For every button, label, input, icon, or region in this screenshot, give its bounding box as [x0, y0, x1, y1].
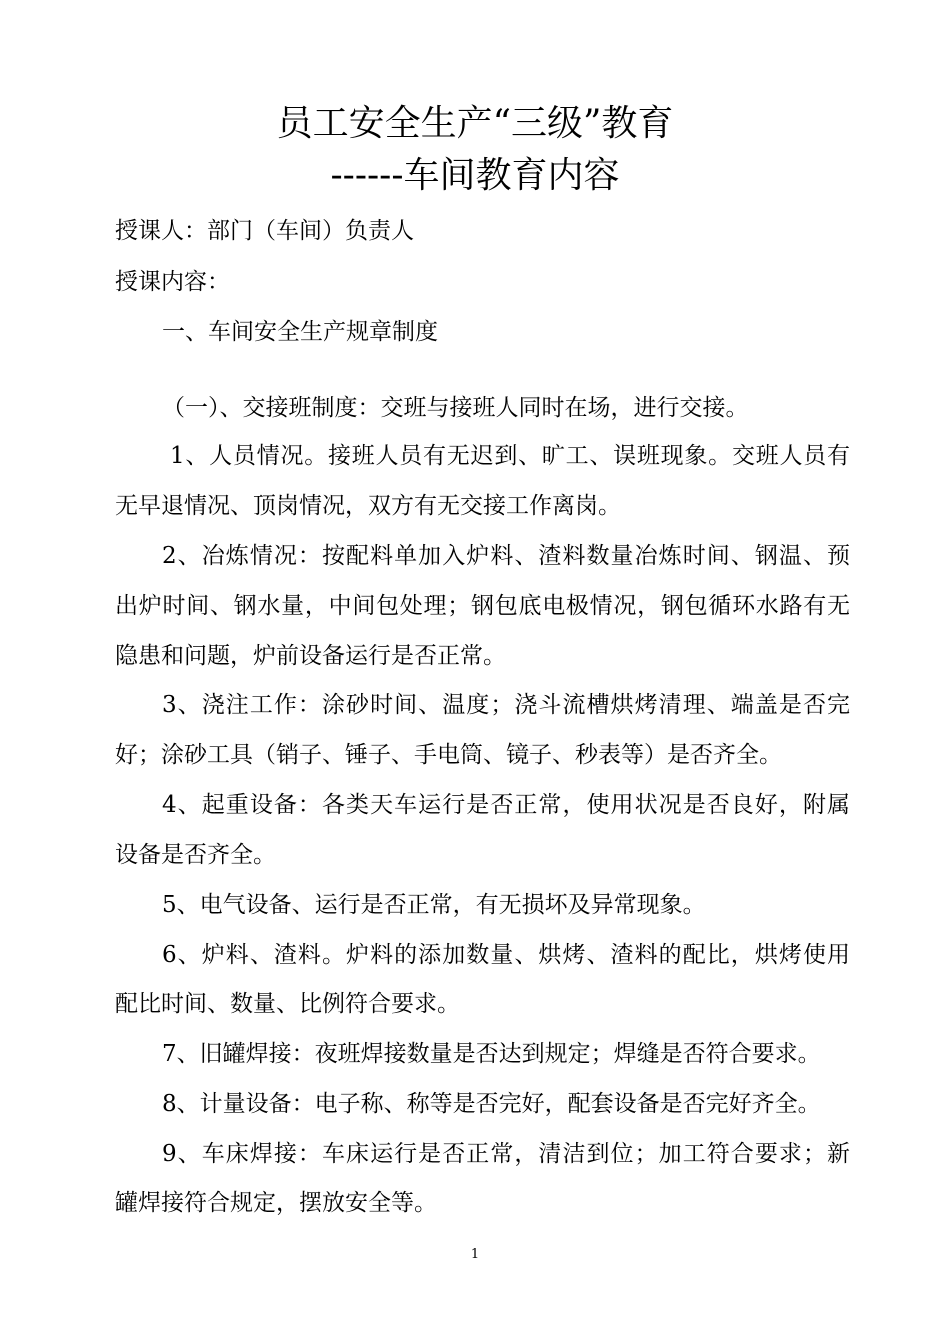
- paragraph-line: 罐焊接符合规定，摆放安全等。: [115, 1190, 437, 1216]
- paragraph-line: 3、浇注工作：涂砂时间、温度；浇斗流槽烘烤清理、端盖是否完: [162, 692, 850, 718]
- paragraph-line: 4、起重设备：各类天车运行是否正常，使用状况是否良好，附属: [162, 792, 850, 818]
- paragraph-line: 8、计量设备：电子称、称等是否完好，配套设备是否完好齐全。: [162, 1091, 821, 1117]
- paragraph-line: 隐患和问题，炉前设备运行是否正常。: [115, 643, 506, 669]
- paragraph-line: 7、旧罐焊接：夜班焊接数量是否达到规定；焊缝是否符合要求。: [162, 1041, 821, 1067]
- content-label: 授课内容：: [115, 269, 230, 295]
- document-subtitle: ------车间教育内容: [330, 155, 620, 196]
- paragraph-line: 9、车床焊接：车床运行是否正常，清洁到位；加工符合要求；新: [162, 1141, 850, 1167]
- paragraph-line: 配比时间、数量、比例符合要求。: [115, 991, 460, 1017]
- paragraph-line: 1、人员情况。接班人员有无迟到、旷工、误班现象。交班人员有: [170, 443, 850, 469]
- paragraph-line: 2、冶炼情况：按配料单加入炉料、渣料数量冶炼时间、钢温、预: [162, 543, 850, 569]
- page-number: 1: [470, 1247, 480, 1262]
- paragraph-line: 出炉时间、钢水量，中间包处理；钢包底电极情况，钢包循环水路有无: [115, 593, 850, 619]
- paragraph-line: 好；涂砂工具（销子、锤子、手电筒、镜子、秒表等）是否齐全。: [115, 742, 782, 768]
- document-title: 员工安全生产“三级”教育: [276, 103, 674, 144]
- paragraph-line: 6、炉料、渣料。炉料的添加数量、烘烤、渣料的配比，烘烤使用: [162, 942, 850, 968]
- paragraph-line: 无早退情况、顶岗情况，双方有无交接工作离岗。: [115, 493, 621, 519]
- paragraph-line: 5、电气设备、运行是否正常，有无损坏及异常现象。: [162, 892, 706, 918]
- lecturer-line: 授课人：部门（车间）负责人: [115, 218, 414, 244]
- paragraph-line: 设备是否齐全。: [115, 842, 276, 868]
- section-heading: 一、车间安全生产规章制度: [162, 319, 438, 345]
- subsection-heading: （一）、交接班制度：交班与接班人同时在场，进行交接。: [162, 395, 749, 421]
